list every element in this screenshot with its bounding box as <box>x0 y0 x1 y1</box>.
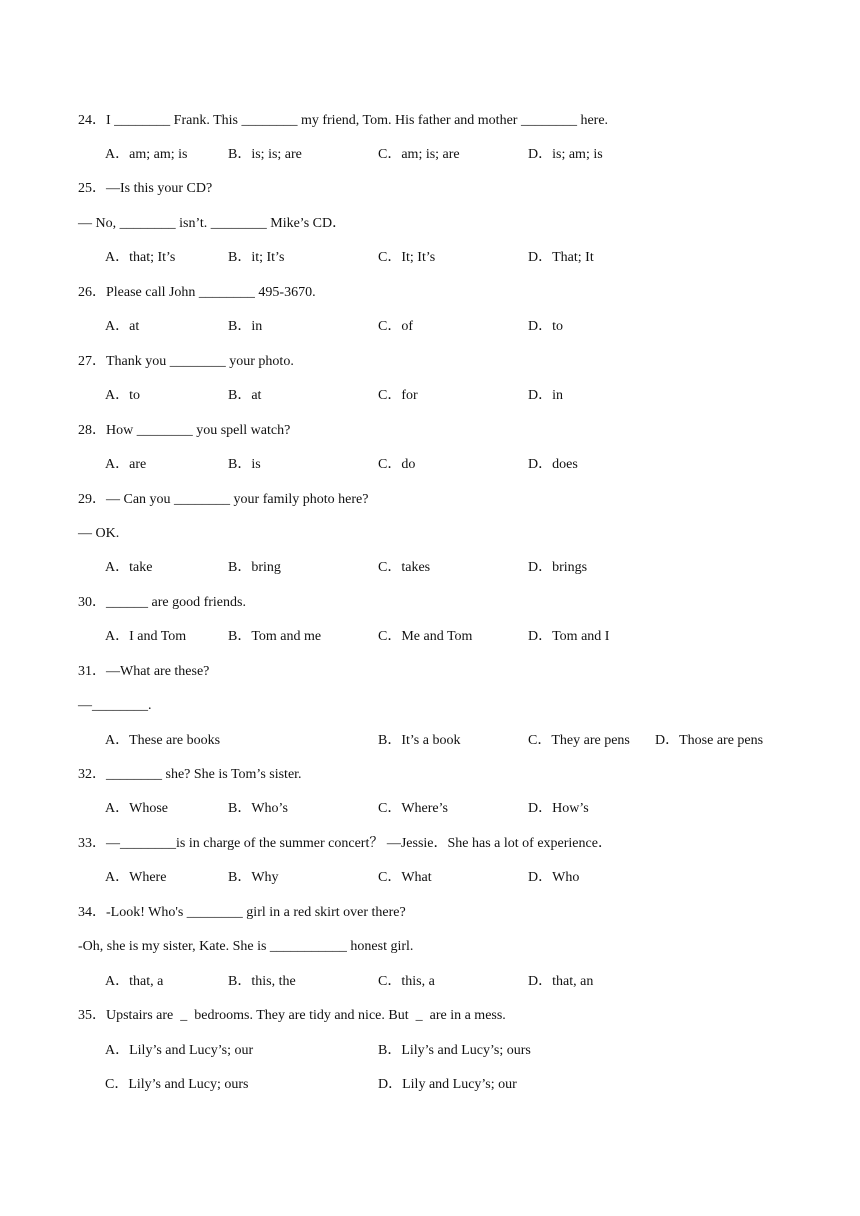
question-24-stem: 24．I ________ Frank. This ________ my friend, Tom. His father and mother ________ here. <box>78 113 609 128</box>
option-c: C．this, a <box>378 974 435 989</box>
option-c: C．takes <box>378 560 431 575</box>
question-35-stem: 35．Upstairs are _ bedrooms. They are tidy and nice. But _ are in a mess. <box>78 1008 506 1023</box>
option-b: B．in <box>228 319 263 334</box>
option-d: D．that, an <box>528 974 594 989</box>
option-d: D．does <box>528 457 578 472</box>
option-b: B．is; is; are <box>228 147 302 162</box>
option-a: A．take <box>105 560 153 575</box>
option-c: C．What <box>378 870 432 885</box>
option-a: A．am; am; is <box>105 147 188 162</box>
option-b: B．Why <box>228 870 279 885</box>
question-30-stem: 30．______ are good friends. <box>78 595 246 610</box>
option-d: D．How’s <box>528 801 589 816</box>
question-32-options <box>0 800 860 818</box>
question-34-reply: -Oh, she is my sister, Kate. She is ___________ honest girl. <box>78 939 414 954</box>
question-26-options <box>0 318 860 336</box>
question-24-options <box>0 146 860 164</box>
option-c: C．am; is; are <box>378 147 460 162</box>
option-c: C．It; It’s <box>378 250 436 265</box>
option-d: D．to <box>528 319 563 334</box>
question-33-stem: 33．—________is in charge of the summer concert？ —Jessie．She has a lot of experience． <box>78 836 612 851</box>
question-34-stem: 34．-Look! Who's ________ girl in a red skirt over there? <box>78 905 406 920</box>
question-34-options <box>0 973 860 991</box>
question-27-options <box>0 387 860 405</box>
option-a: A．These are books <box>105 733 221 748</box>
option-a: A．that, a <box>105 974 164 989</box>
question-35-options-row-1 <box>0 1042 860 1060</box>
question-33-options <box>0 869 860 887</box>
option-a: A．to <box>105 388 140 403</box>
question-31-stem: 31．—What are these? <box>78 664 210 679</box>
option-a: A．at <box>105 319 140 334</box>
option-b: B．at <box>228 388 262 403</box>
question-30-options <box>0 628 860 646</box>
option-a: A．that; It’s <box>105 250 176 265</box>
option-b: B．Who’s <box>228 801 288 816</box>
question-28-options <box>0 456 860 474</box>
question-28-stem: 28．How ________ you spell watch? <box>78 423 291 438</box>
option-b: B．this, the <box>228 974 296 989</box>
option-a: A．Where <box>105 870 167 885</box>
option-c: C．Me and Tom <box>378 629 473 644</box>
question-35-options-row-2 <box>0 1076 860 1094</box>
question-27-stem: 27．Thank you ________ your photo. <box>78 354 294 369</box>
option-b: B．Lily’s and Lucy’s; ours <box>378 1043 531 1058</box>
option-c: C．They are pens <box>528 733 630 748</box>
option-d: D．Who <box>528 870 580 885</box>
question-25-reply: — No, ________ isn’t. ________ Mike’s CD． <box>78 216 347 231</box>
option-a: A．I and Tom <box>105 629 187 644</box>
option-c: C．Lily’s and Lucy; ours <box>105 1077 249 1092</box>
option-d: D．brings <box>528 560 588 575</box>
option-d: D．is; am; is <box>528 147 603 162</box>
option-d: D．Lily and Lucy’s; our <box>378 1077 517 1092</box>
option-a: A．are <box>105 457 147 472</box>
question-25-stem: 25．—Is this your CD? <box>78 181 213 196</box>
question-31-reply: —________. <box>78 698 152 713</box>
question-25-options <box>0 249 860 267</box>
option-a: A．Whose <box>105 801 168 816</box>
option-b: B．it; It’s <box>228 250 285 265</box>
option-d: D．Those are pens <box>655 733 764 748</box>
option-b: B．It’s a book <box>378 733 461 748</box>
option-b: B．Tom and me <box>228 629 322 644</box>
option-c: C．of <box>378 319 413 334</box>
question-31-options <box>0 732 860 750</box>
question-29-reply: — OK. <box>78 526 120 541</box>
question-26-stem: 26．Please call John ________ 495-3670. <box>78 285 316 300</box>
option-c: C．do <box>378 457 416 472</box>
question-32-stem: 32．________ she? She is Tom’s sister. <box>78 767 302 782</box>
option-a: A．Lily’s and Lucy’s; our <box>105 1043 254 1058</box>
option-c: C．Where’s <box>378 801 448 816</box>
option-d: D．Tom and I <box>528 629 610 644</box>
option-d: D．That; It <box>528 250 594 265</box>
option-b: B．bring <box>228 560 281 575</box>
option-c: C．for <box>378 388 418 403</box>
option-d: D．in <box>528 388 563 403</box>
option-b: B．is <box>228 457 261 472</box>
question-29-options <box>0 559 860 577</box>
question-29-stem: 29．— Can you ________ your family photo here? <box>78 492 369 507</box>
